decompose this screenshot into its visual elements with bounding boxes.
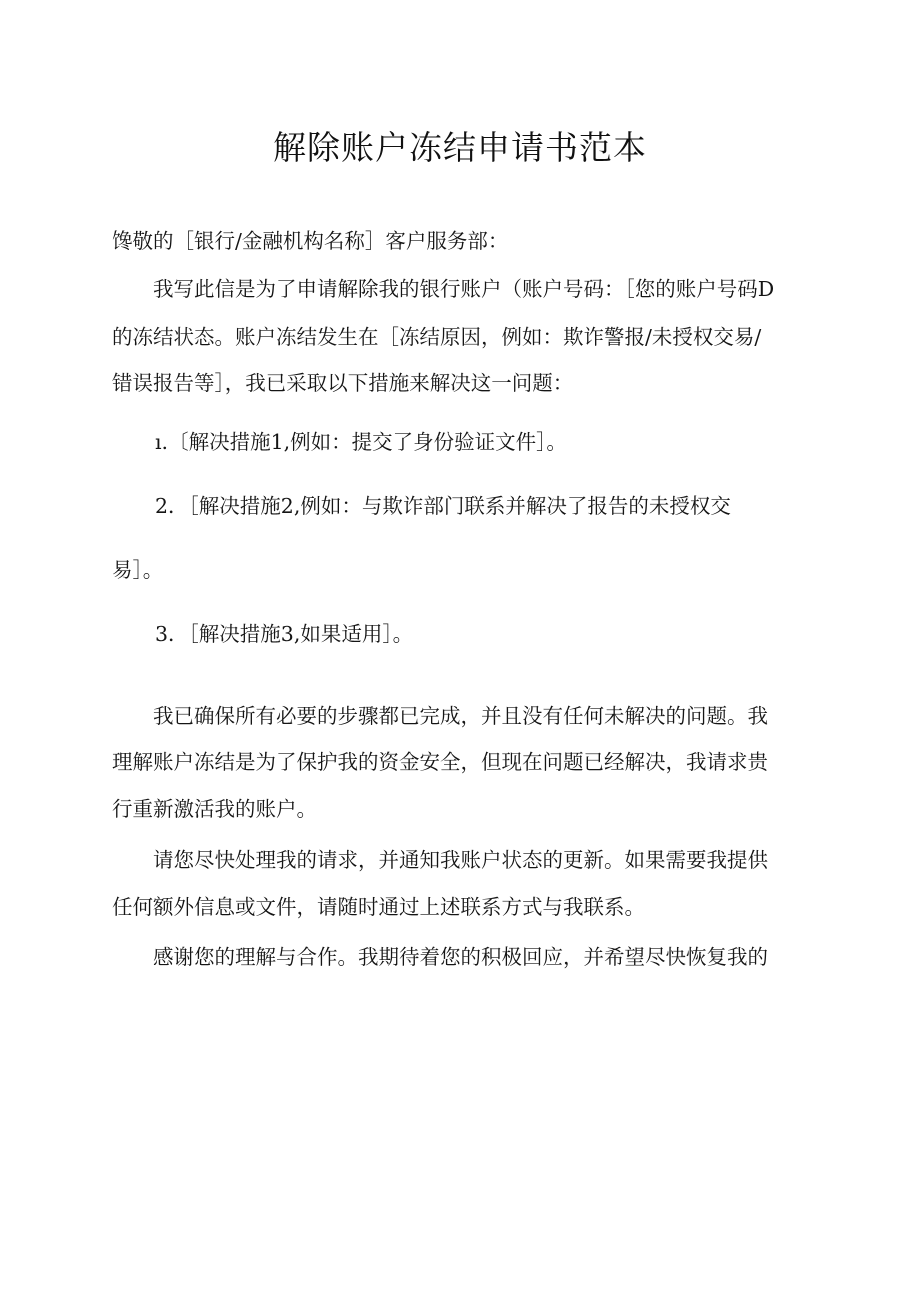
paragraph-1-line-1: 我写此信是为了申请解除我的银行账户（账户号码：［您的账户号码D	[153, 277, 775, 301]
paragraph-1-line-2: 的冻结状态。账户冻结发生在［冻结原因，例如：欺诈警报/未授权交易/	[112, 325, 762, 349]
salutation: 馋敬的［银行/金融机构名称］客户服务部：	[112, 229, 509, 253]
measure-item-3: 3．［解决措施3,如果适用］。	[155, 622, 414, 646]
paragraph-2-line-3: 行重新激活我的账户。	[112, 797, 317, 821]
paragraph-3-line-1: 请您尽快处理我的请求，并通知我账户状态的更新。如果需要我提供	[153, 848, 768, 872]
paragraph-3-line-2: 任何额外信息或文件，请随时通过上述联系方式与我联系。	[112, 895, 645, 919]
measure-item-2-line-1: 2．［解决措施2,例如：与欺诈部门联系并解决了报告的未授权交	[155, 494, 731, 518]
paragraph-2-line-1: 我已确保所有必要的步骤都已完成，并且没有任何未解决的问题。我	[153, 704, 768, 728]
document-title: 解除账户冻结申请书范本	[273, 128, 647, 167]
paragraph-2-line-2: 理解账户冻结是为了保护我的资金安全，但现在问题已经解决，我请求贵	[112, 750, 768, 774]
measure-item-2-line-2: 易］。	[112, 558, 164, 582]
paragraph-1-line-3: 错误报告等］，我已采取以下措施来解决这一问题：	[112, 371, 574, 395]
measure-item-1: ı.〔解决措施1,例如：提交了身份验证文件］。	[155, 430, 567, 454]
paragraph-4-line-1: 感谢您的理解与合作。我期待着您的积极回应，并希望尽快恢复我的	[153, 945, 768, 969]
